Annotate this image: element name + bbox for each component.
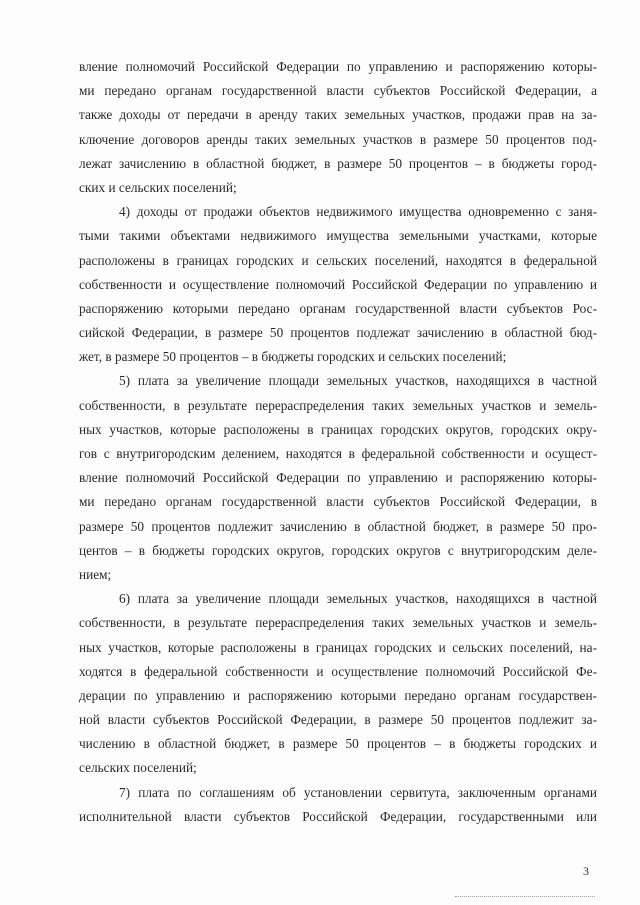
text-line: ских и сельских поселений; — [79, 179, 237, 195]
text-line: ной власти субъектов Российской Федерации, в размере 50 процентов подлежит за- — [79, 712, 597, 728]
bottom-scan-line — [455, 896, 595, 898]
text-line: 7) плата по соглашениям об установлении сервитута, заключенным органами — [119, 784, 597, 800]
text-line: распоряжению которыми передано органам государственной власти субъектов Рос- — [79, 300, 597, 316]
text-line: тыми такими объектами недвижимого имущества земельными участками, которые — [79, 228, 597, 244]
text-line: 6) плата за увеличение площади земельных участков, находящихся в частной — [119, 591, 597, 607]
text-line: лежат зачислению в областной бюджет, в размере 50 процентов – в бюджеты город- — [79, 155, 597, 171]
text-line: ходятся в федеральной собственности и осуществление полномочий Российской Фе- — [79, 663, 597, 679]
text-line: гов с внутригородским делением, находятся в федеральной собственности и осущест- — [79, 446, 597, 461]
text-line: ных участков, которые расположены в границах городских округов, городских окру- — [79, 421, 597, 437]
text-line: вление полномочий Российской Федерации по управлению и распоряжению которы- — [79, 470, 597, 486]
text-line: ключение договоров аренды таких земельных участков в размере 50 процентов под- — [79, 131, 597, 147]
text-line: 4) доходы от продажи объектов недвижимого имущества одновременно с заня- — [119, 204, 597, 220]
text-line: ных участков, которые расположены в границах городских и сельских поселений, на- — [79, 639, 597, 655]
text-line: собственности, в результате перераспределения таких земельных участков и земель- — [79, 397, 597, 413]
text-line: ми передано органам государственной власти субъектов Российской Федерации, в — [79, 494, 597, 510]
text-line: 5) плата за увеличение площади земельных участков, находящихся в частной — [119, 373, 597, 389]
text-line: сийской Федерации, в размере 50 процентов подлежат зачислению в областной бюд- — [79, 325, 597, 341]
document-body-text — [79, 55, 597, 829]
text-line: сельских поселений; — [79, 760, 197, 776]
text-line: собственности, в результате перераспределения таких земельных участков и земель- — [79, 615, 597, 631]
text-line: собственности и осуществление полномочий Российской Федерации по управлению и — [79, 276, 597, 292]
text-line: вление полномочий Российской Федерации по управлению и распоряжению которы- — [79, 59, 597, 74]
text-line: числению в областной бюджет, в размере 50 процентов – в бюджеты городских и — [79, 736, 597, 752]
text-line: жет, в размере 50 процентов – в бюджеты городских и сельских поселений; — [79, 349, 507, 365]
text-line: исполнительной власти субъектов Российской Федерации, государственными или — [79, 808, 597, 824]
text-line: центов – в бюджеты городских округов, городских округов с внутригородским деле- — [79, 542, 597, 558]
text-line: нием; — [79, 566, 112, 582]
text-line: ми передано органам государственной власти субъектов Российской Федерации, а — [79, 83, 597, 99]
text-line: дерации по управлению и распоряжению которыми передано органам государствен- — [79, 687, 597, 703]
page-number: 3 — [583, 864, 589, 878]
text-line: размере 50 процентов подлежит зачислению в областной бюджет, в размере 50 про- — [79, 518, 597, 534]
text-line: расположены в границах городских и сельских поселений, находятся в федеральной — [79, 252, 597, 268]
text-line: также доходы от передачи в аренду таких земельных участков, продажи прав на за- — [79, 107, 597, 123]
